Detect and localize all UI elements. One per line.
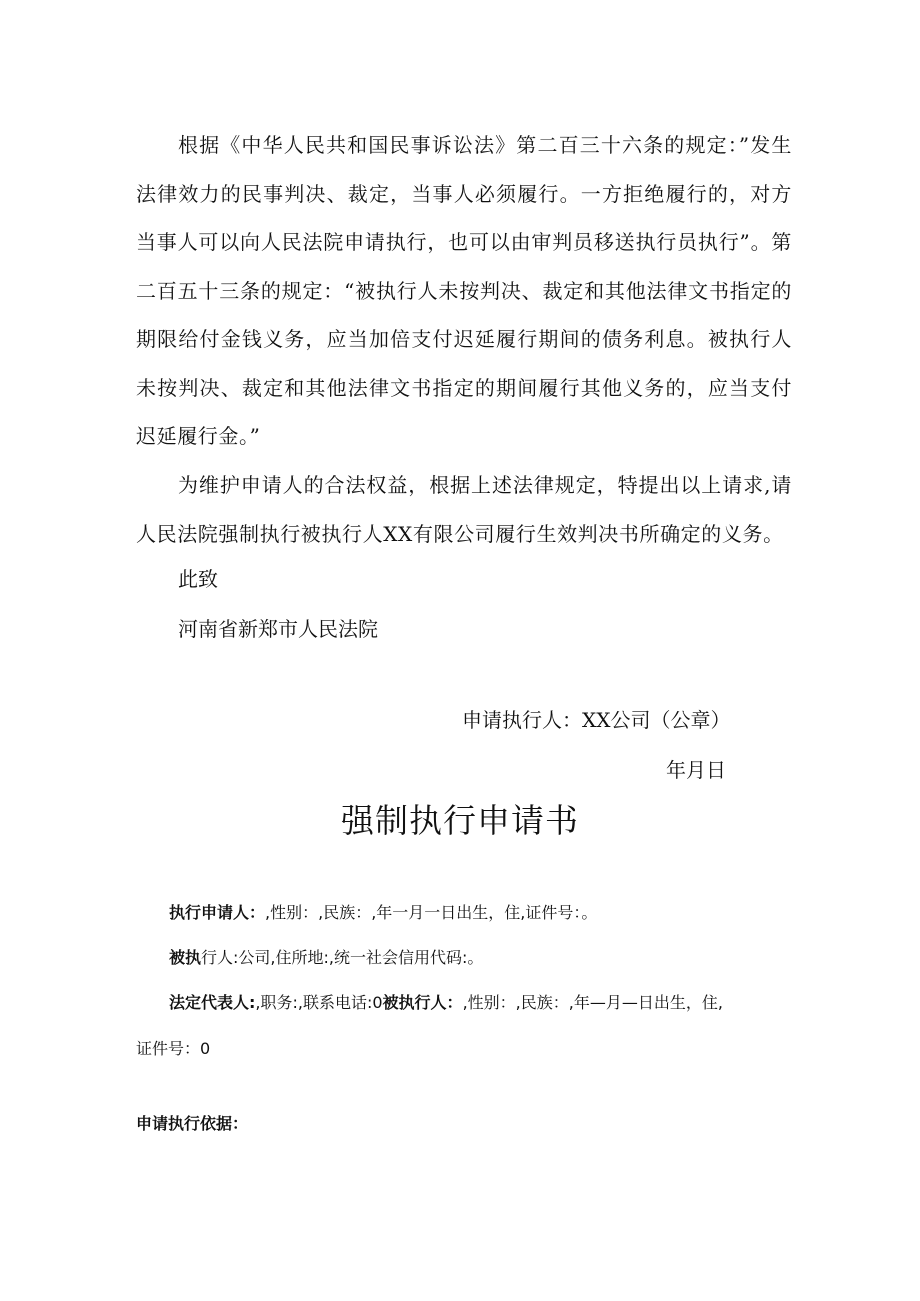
legal-rep-label: 法定代表人:	[169, 993, 256, 1012]
respondent-company-text: 行人:公司,住所地:,统一社会信用代码:。	[201, 948, 484, 967]
applicant-signature: 申请执行人：XX公司（公章）	[462, 708, 731, 732]
applicant-info	[136, 890, 736, 936]
enforcement-basis-label: 申请执行依据：	[136, 1114, 249, 1133]
respondent-label: 被执行人：	[382, 993, 463, 1012]
respondent-company-label: 被执	[169, 948, 202, 967]
respondent-company-info	[136, 935, 736, 981]
request-paragraph: 为维护申请人的合法权益，根据上述法律规定，特提出以上请求,请人民法院强制执行被执行人XX有限公司履行生效判决书所确定的义务。	[136, 473, 792, 546]
applicant-label: 执行申请人：	[169, 903, 266, 922]
date-line: 年月日	[666, 758, 726, 782]
document-title: 强制执行申请书	[341, 801, 579, 840]
respondent-text: ,性别：,民族：,年—月—日出生，住,证件号：0	[136, 993, 723, 1058]
court-name: 河南省新郑市人民法院	[178, 617, 378, 641]
legal-basis-paragraph: 根据《中华人民共和国民事诉讼法》第二百三十六条的规定：”发生法律效力的民事判决、裁定，当事人必须履行。一方拒绝履行的，对方当事人可以向人民法院申请执行，也可以由审判员移送执行员执行”。第二百五十三条的规定：“被执行人未按判决、裁定和其他法律文书指定的期限给付金钱义务，应当加倍支付迟延履行期间的债务利息。被执行人未按判决、裁定和其他法律文书指定的期间履行其他义务的，应当支付迟延履行金。”	[136, 133, 792, 448]
legal-rep-info	[136, 980, 736, 1072]
applicant-text: ,性别：,民族：,年一月一日出生，住,证件号：。	[265, 903, 598, 922]
legal-rep-text: ,职务:,联系电话:0	[255, 993, 383, 1012]
salutation: 此致	[178, 567, 218, 591]
